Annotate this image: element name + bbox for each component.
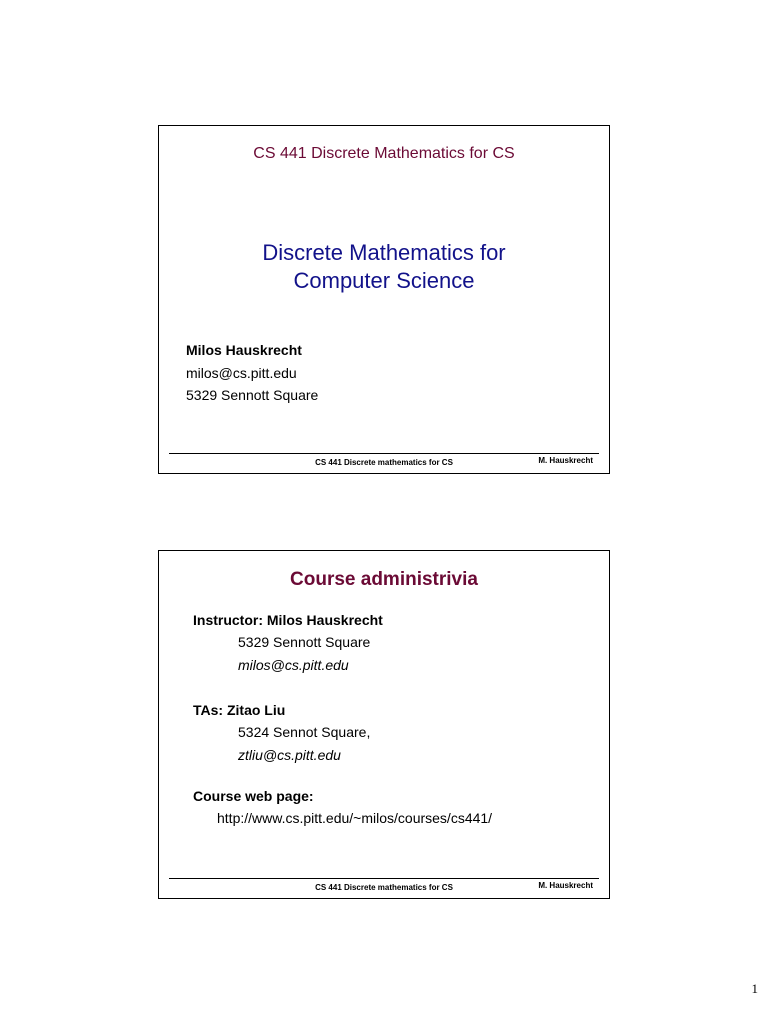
- ta-email: ztliu@cs.pitt.edu: [238, 747, 341, 763]
- slide-footer-course: CS 441 Discrete mathematics for CS: [315, 458, 453, 467]
- slide-footer-author: M. Hauskrecht: [538, 881, 593, 890]
- slide-title-page: [158, 125, 610, 474]
- author-email: milos@cs.pitt.edu: [186, 365, 297, 381]
- instructor-office: 5329 Sennott Square: [238, 634, 371, 650]
- course-header: CS 441 Discrete Mathematics for CS: [253, 145, 515, 162]
- slide-title: Course administrivia: [290, 569, 478, 590]
- main-title-line-1: Discrete Mathematics for: [262, 240, 506, 265]
- instructor-line: Instructor: Milos Hauskrecht: [193, 612, 383, 628]
- ta-office: 5324 Sennot Square,: [238, 724, 371, 740]
- footer-divider: [169, 878, 599, 879]
- slide-footer-course: CS 441 Discrete mathematics for CS: [315, 883, 453, 892]
- slide-main-title: [159, 239, 609, 295]
- main-title-line-2: Computer Science: [293, 268, 475, 293]
- instructor-email: milos@cs.pitt.edu: [238, 657, 349, 673]
- author-office: 5329 Sennott Square: [186, 387, 319, 403]
- course-web-label: Course web page:: [193, 788, 314, 804]
- page-number: 1: [751, 981, 758, 996]
- course-web-url: http://www.cs.pitt.edu/~milos/courses/cs441/: [217, 810, 493, 826]
- footer-divider: [169, 453, 599, 454]
- slide-course-administrivia: [158, 550, 610, 899]
- slide-footer-author: M. Hauskrecht: [538, 456, 593, 465]
- author-name: Milos Hauskrecht: [186, 342, 302, 358]
- ta-line: TAs: Zitao Liu: [193, 702, 286, 718]
